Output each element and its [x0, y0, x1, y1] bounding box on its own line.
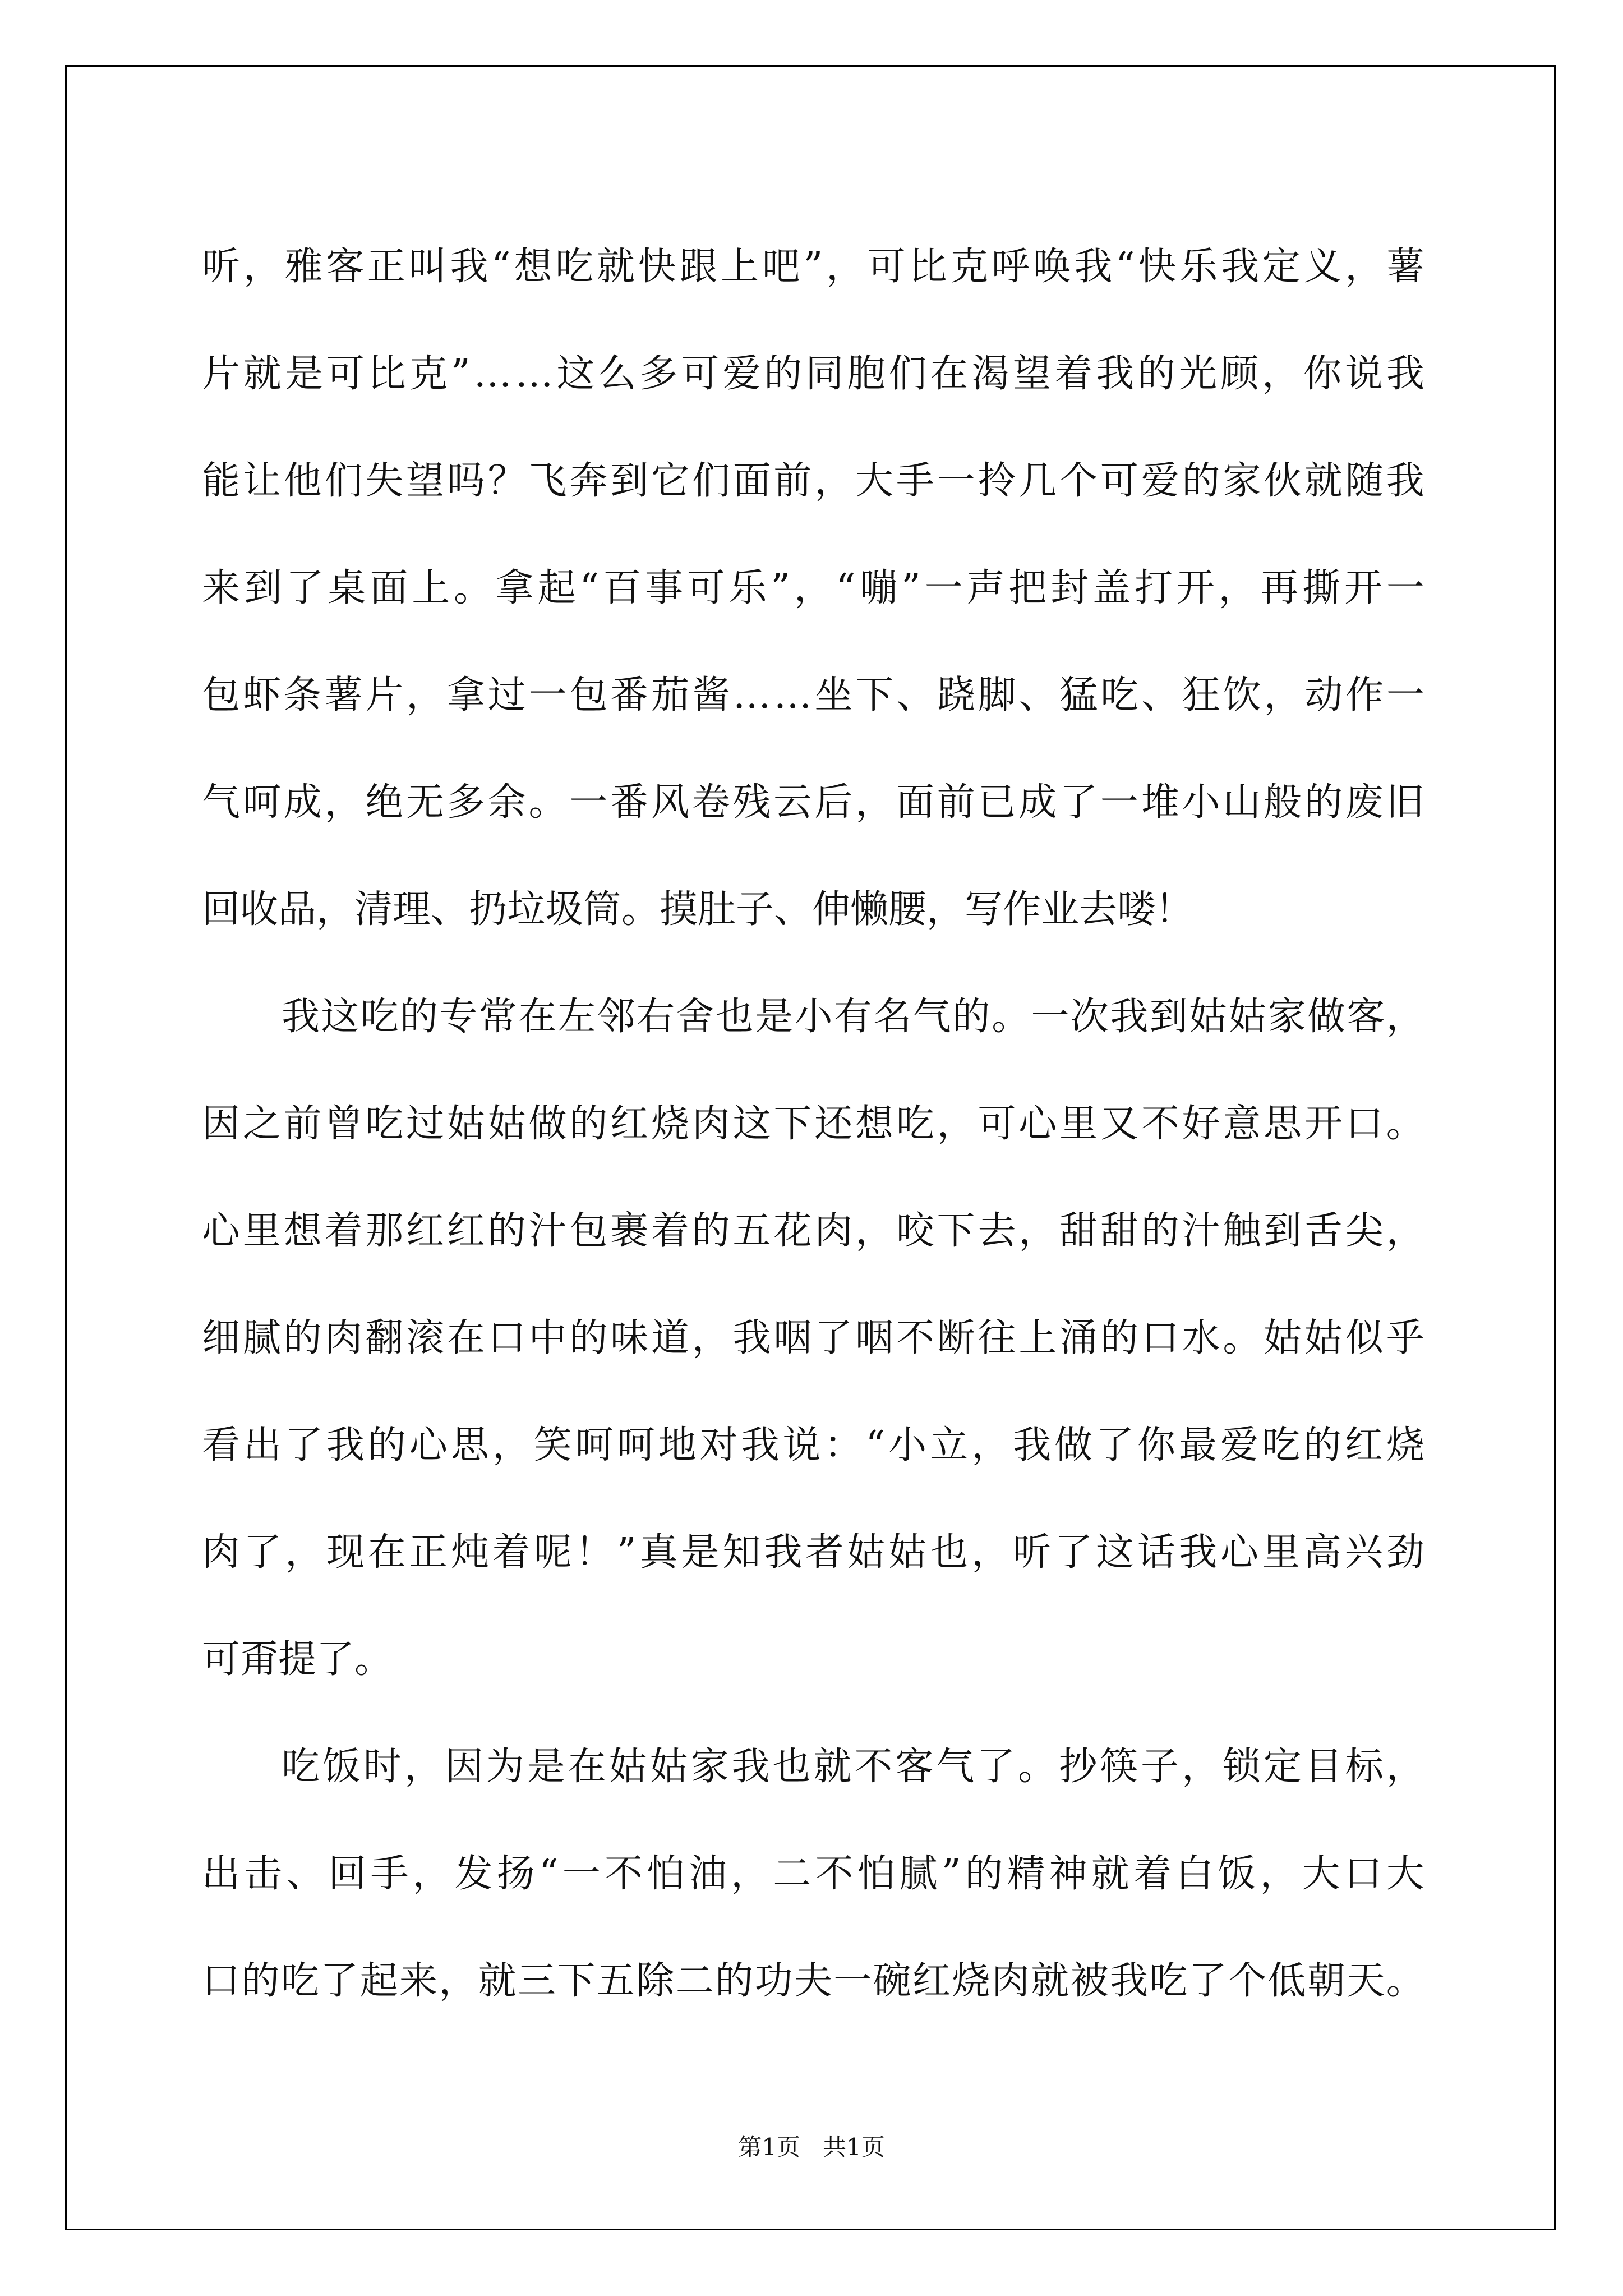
- text-line-10: 心 里 想 着 那 红 红 的 汁 包 裹 着 的 五 花 肉 ， 咬 下 去 ， 甜 甜 的 汁 触 到 舌 尖 ，: [202, 1209, 1424, 1253]
- text-line-4: 来 到 了 桌 面 上 。 拿 起 “ 百 事 可 乐 ” ， “ 嘣 ” 一 声 把 封 盖 打 开 ， 再 撕 开 一: [202, 566, 1424, 610]
- text-line-13: 肉 了 ， 现 在 正 炖 着 呢 ！ ” 真 是 知 我 者 姑 姑 也 ， 听 了 这 话 我 心 里 高 兴 劲: [202, 1530, 1424, 1575]
- page-number-footer: 第1页 共1页: [738, 2133, 885, 2161]
- text-line-17: 口 的 吃 了 起 来 ， 就 三 下 五 除 二 的 功 夫 一 碗 红 烧 肉 就 被 我 吃 了 个 低 朝 天 。: [202, 1959, 1424, 2003]
- text-line-15: 吃 饭 时 ， 因 为 是 在 姑 姑 家 我 也 就 不 客 气 了 。 抄 筷 子 ， 锁 定 目 标 ，: [282, 1745, 1424, 1789]
- text-line-11: 细 腻 的 肉 翻 滚 在 口 中 的 味 道 ， 我 咽 了 咽 不 断 往 上 涌 的 口 水 。 姑 姑 似 乎: [202, 1316, 1424, 1360]
- text-line-16: 出 击 、 回 手 ， 发 扬 “ 一 不 怕 油 ， 二 不 怕 腻 ” 的 精 神 就 着 白 饭 ， 大 口 大: [202, 1852, 1424, 1896]
- text-line-1: 听 ， 雅 客 正 叫 我 “ 想 吃 就 快 跟 上 吧 ” ， 可 比 克 呼 唤 我 “ 快 乐 我 定 义 ， 薯: [202, 245, 1424, 289]
- text-line-9: 因 之 前 曾 吃 过 姑 姑 做 的 红 烧 肉 这 下 还 想 吃 ， 可 心 里 又 不 好 意 思 开 口 。: [202, 1102, 1424, 1146]
- text-line-5: 包 虾 条 薯 片 ， 拿 过 一 包 番 茄 酱 … … 坐 下 、 跷 脚 、 猛 吃 、 狂 饮 ， 动 作 一: [202, 673, 1424, 717]
- text-line-3: 能 让 他 们 失 望 吗 ？ 飞 奔 到 它 们 面 前 ， 大 手 一 拎 几 个 可 爱 的 家 伙 就 随 我: [202, 459, 1424, 503]
- text-line-8: 我 这 吃 的 专 常 在 左 邻 右 舍 也 是 小 有 名 气 的 。 一 次 我 到 姑 姑 家 做 客 ，: [282, 995, 1424, 1039]
- text-line-12: 看 出 了 我 的 心 思 ， 笑 呵 呵 地 对 我 说 ： “ 小 立 ， 我 做 了 你 最 爱 吃 的 红 烧: [202, 1423, 1424, 1467]
- text-line-14: 可甭提了。: [202, 1637, 393, 1682]
- text-line-7: 回收品，清理、扔垃圾筒。摸肚子、伸懒腰，写作业去喽！: [202, 887, 1194, 932]
- text-line-2: 片 就 是 可 比 克 ” … … 这 么 多 可 爱 的 同 胞 们 在 渴 望 着 我 的 光 顾 ， 你 说 我: [202, 352, 1424, 396]
- text-line-6: 气 呵 成 ， 绝 无 多 余 。 一 番 风 卷 残 云 后 ， 面 前 已 成 了 一 堆 小 山 般 的 废 旧: [202, 780, 1424, 825]
- document-body: [202, 213, 1424, 2035]
